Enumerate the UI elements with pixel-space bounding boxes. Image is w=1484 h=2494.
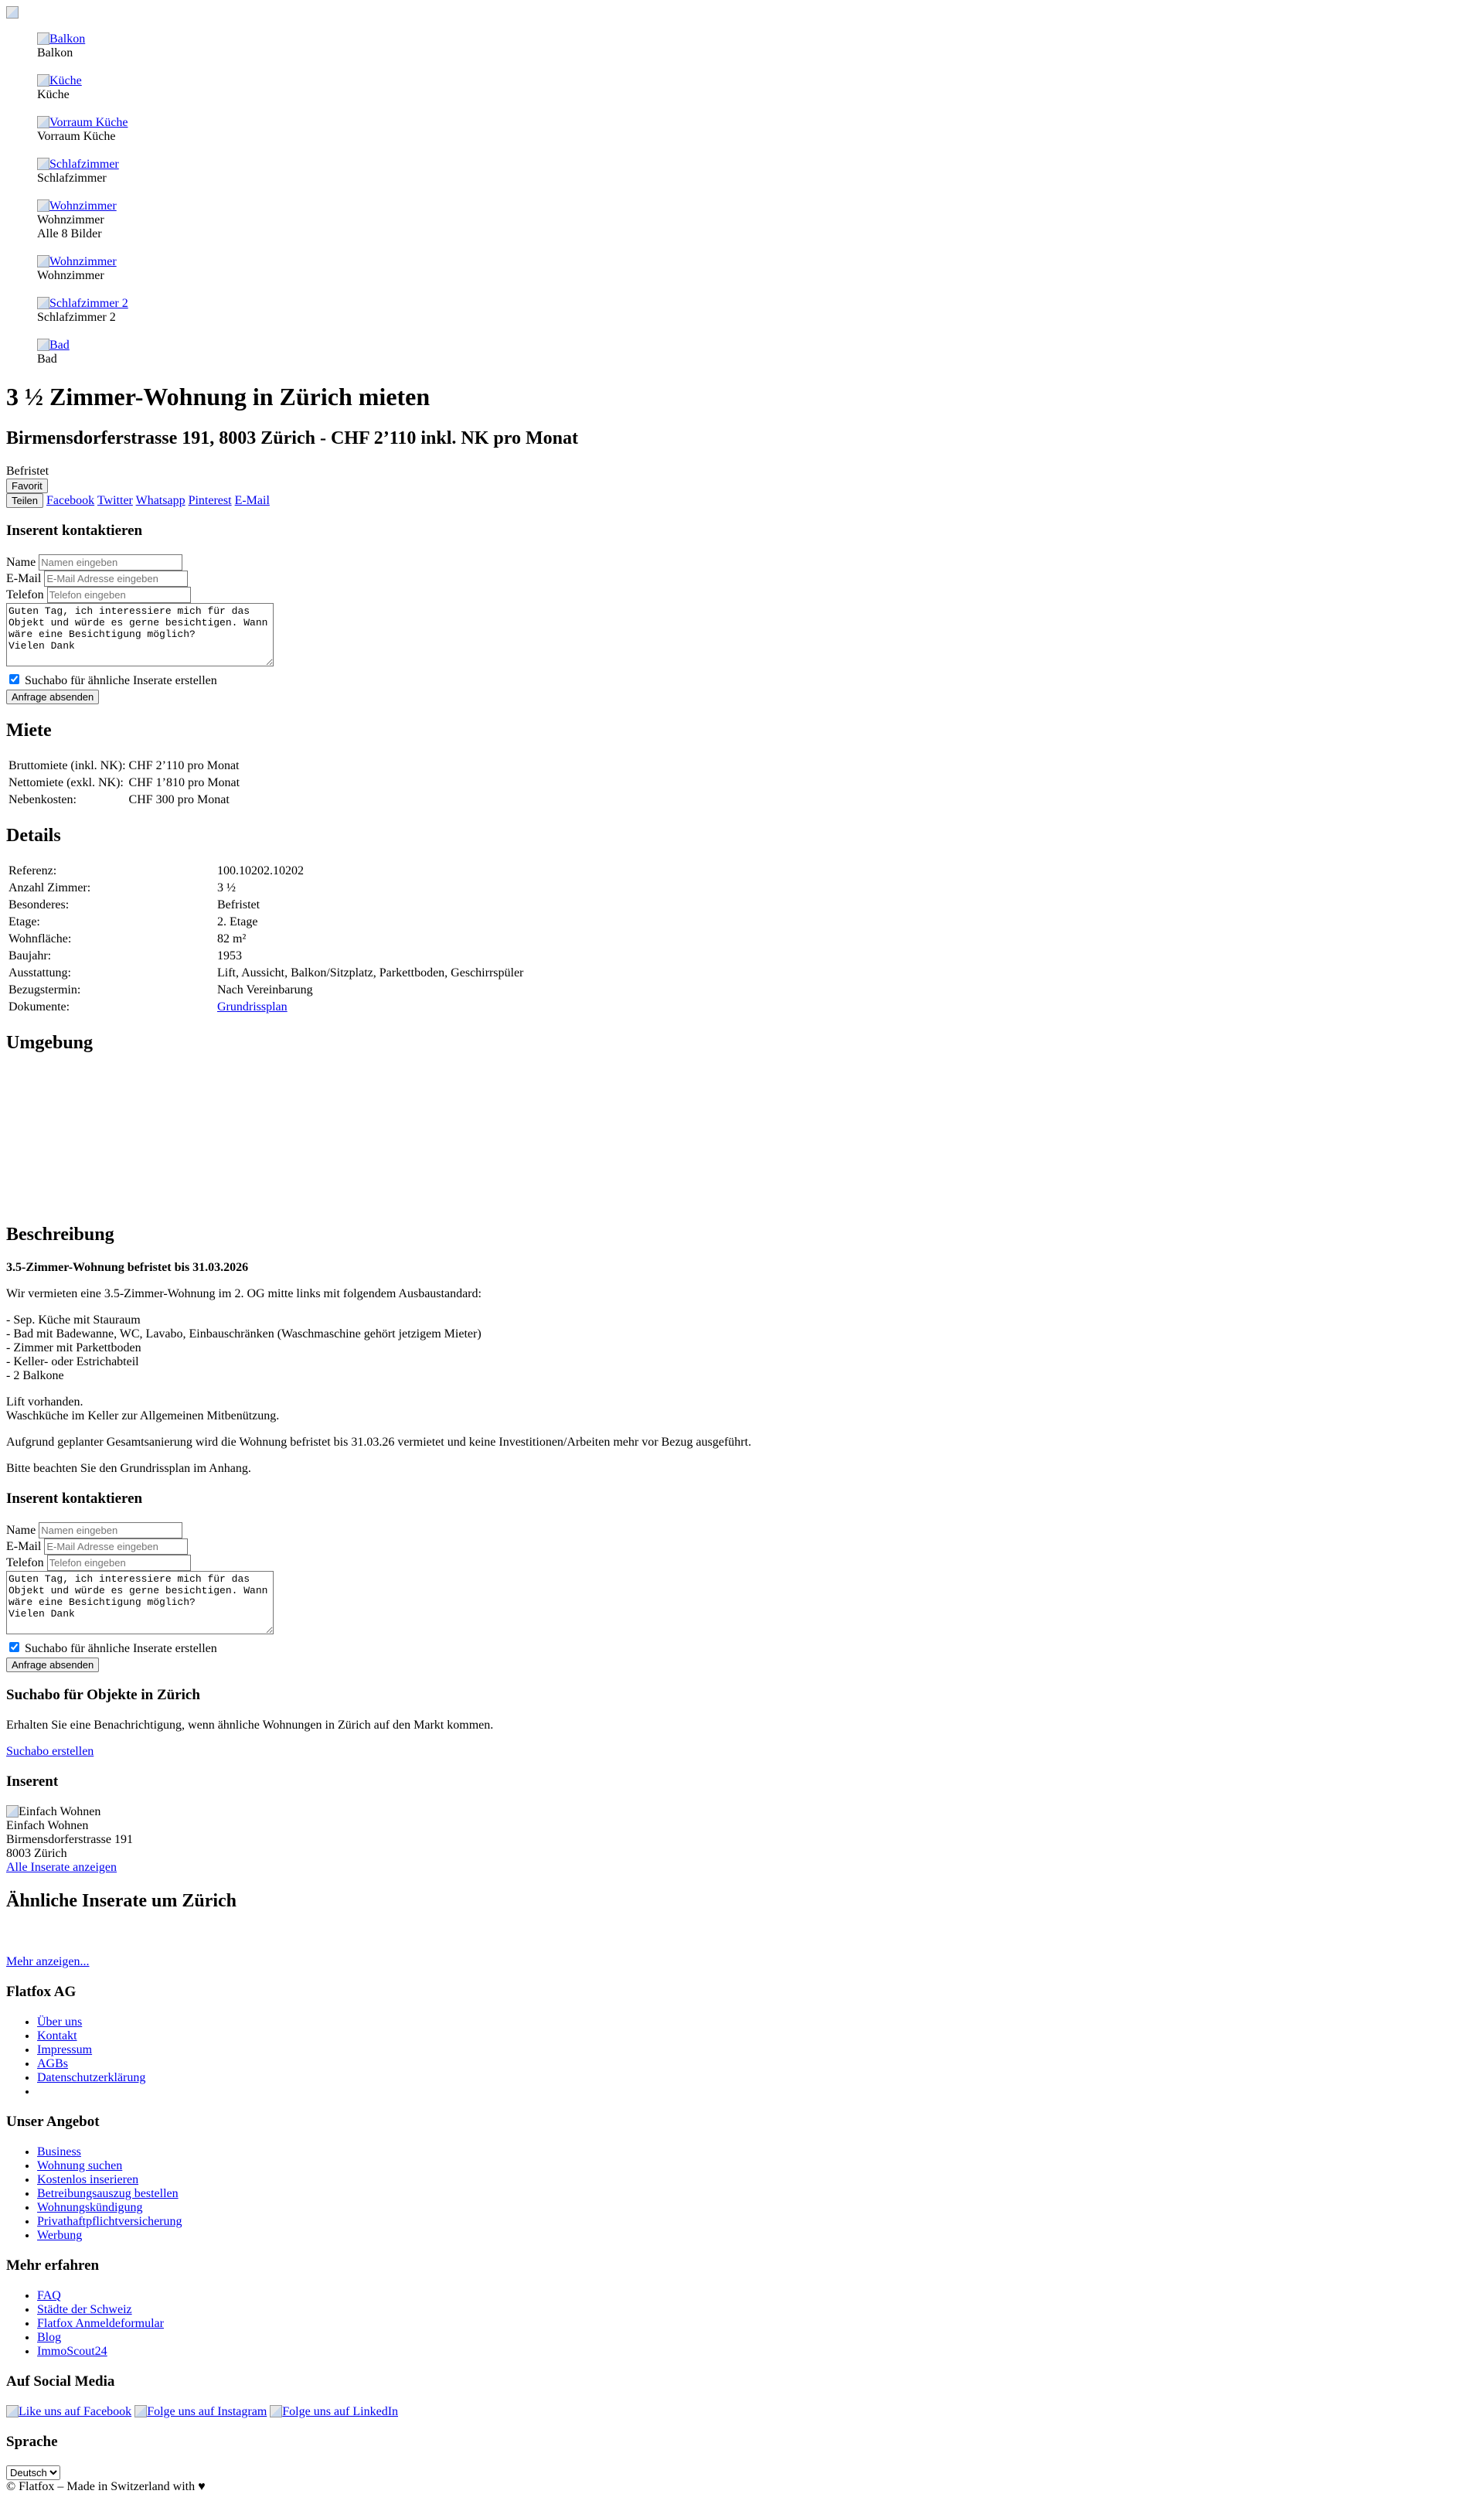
all-images-link[interactable]: Alle 8 Bilder <box>37 227 102 240</box>
footer-company-heading: Flatfox AG <box>6 1984 77 2000</box>
rent-heading: Miete <box>6 721 52 741</box>
email-label: E-Mail <box>6 572 42 585</box>
detail-key: Ausstattung: <box>9 966 71 980</box>
gallery-link-text: Wohnzimmer <box>49 255 117 268</box>
favorite-button[interactable]: Favorit <box>6 479 48 493</box>
gallery-link-text: Küche <box>49 74 82 87</box>
submit-inquiry-button[interactable]: Anfrage absenden <box>6 690 99 704</box>
gallery-item <box>37 158 1478 186</box>
name-label: Name <box>6 556 36 569</box>
footer-link-form[interactable]: Flatfox Anmeldeformular <box>37 2317 164 2330</box>
rent-table <box>6 757 242 809</box>
share-bar <box>6 493 1478 508</box>
image-placeholder-icon <box>37 158 49 170</box>
footer-link-about[interactable]: Über uns <box>37 2015 83 2029</box>
gallery-link-schlafzimmer[interactable] <box>37 158 119 171</box>
phone-field[interactable] <box>47 587 191 603</box>
footer-language-heading: Sprache <box>6 2434 58 2450</box>
advertiser-heading: Inserent <box>6 1773 59 1790</box>
table-row <box>8 949 524 964</box>
advertiser-logo <box>6 1805 19 1818</box>
detail-value: 82 m² <box>217 932 247 945</box>
share-whatsapp-link[interactable]: Whatsapp <box>135 494 186 507</box>
image-placeholder-icon <box>37 32 49 45</box>
footer-link-immoscout[interactable]: ImmoScout24 <box>37 2345 107 2358</box>
detail-key: Etage: <box>9 915 40 928</box>
table-row <box>8 758 240 774</box>
map-area[interactable] <box>6 1069 1478 1208</box>
suchabo-text: Erhalten Sie eine Benachrichtigung, wenn ähnliche Wohnungen in Zürich auf den Markt kommen. <box>6 1719 494 1732</box>
suchabo-checkbox[interactable] <box>9 1642 19 1652</box>
status-badge: Befristet <box>6 465 49 478</box>
linkedin-link[interactable] <box>270 2405 398 2418</box>
footer-link-free-listing[interactable]: Kostenlos inserieren <box>37 2173 139 2186</box>
similar-heading: Ähnliche Inserate um Zürich <box>6 1891 237 1911</box>
facebook-link[interactable] <box>6 2405 131 2418</box>
instagram-icon <box>134 2405 147 2417</box>
share-facebook-link[interactable]: Facebook <box>46 494 95 507</box>
feature-line: - Bad mit Badewanne, WC, Lavabo, Einbauschränken (Waschmaschine gehört jetzigem Mieter) <box>6 1327 482 1341</box>
details-table <box>6 862 526 1017</box>
footer-link-debt-extract[interactable]: Betreibungsauszug bestellen <box>37 2187 179 2200</box>
detail-value: Nach Vereinbarung <box>217 983 313 997</box>
name-label: Name <box>6 1524 36 1537</box>
contact-heading: Inserent kontaktieren <box>6 523 143 539</box>
gallery-link-text: Bad <box>49 339 70 352</box>
social-links <box>6 2405 1478 2419</box>
table-row <box>8 775 240 791</box>
rent-value: CHF 1’810 pro Monat <box>128 776 240 789</box>
feature-line: - Sep. Küche mit Stauraum <box>6 1313 141 1327</box>
description-heading: Beschreibung <box>6 1225 114 1245</box>
gallery-link-text: Schlafzimmer 2 <box>49 297 128 310</box>
footer-link-privacy[interactable]: Datenschutzerklärung <box>37 2071 146 2084</box>
detail-value: 2. Etage <box>217 915 258 928</box>
instagram-link[interactable] <box>134 2405 267 2418</box>
detail-value: 1953 <box>217 949 242 963</box>
show-more-link[interactable]: Mehr anzeigen... <box>6 1955 90 1968</box>
gallery-link-text: Schlafzimmer <box>49 158 119 171</box>
details-heading: Details <box>6 826 61 846</box>
email-field[interactable] <box>44 571 188 587</box>
phone-label: Telefon <box>6 588 44 601</box>
image-placeholder-icon <box>37 74 49 87</box>
gallery-link-vorraum-kueche[interactable] <box>37 116 128 129</box>
table-row <box>8 881 524 896</box>
footer-link-contact[interactable]: Kontakt <box>37 2029 77 2043</box>
footer-link-business[interactable]: Business <box>37 2145 81 2158</box>
image-gallery <box>6 32 1478 366</box>
detail-key: Besonderes: <box>9 898 70 911</box>
description-attachment-note: Bitte beachten Sie den Grundrissplan im Anhang. <box>6 1462 251 1475</box>
detail-key: Referenz: <box>9 864 57 877</box>
advertiser-card <box>6 1805 1478 1875</box>
gallery-item <box>37 255 1478 283</box>
advertiser-logo-alt: Einfach Wohnen <box>19 1805 101 1818</box>
linkedin-icon <box>270 2405 282 2417</box>
gallery-link-kueche[interactable] <box>37 74 82 87</box>
suchabo-checkbox-label: Suchabo für ähnliche Inserate erstellen <box>25 674 217 687</box>
share-pinterest-link[interactable]: Pinterest <box>188 494 232 507</box>
description-lead: 3.5-Zimmer-Wohnung befristet bis 31.03.2026 <box>6 1261 249 1274</box>
name-field[interactable] <box>39 554 182 571</box>
feature-line: - Zimmer mit Parkettboden <box>6 1341 141 1354</box>
detail-value: 100.10202.10202 <box>217 864 304 877</box>
contact-form-top <box>6 554 1478 704</box>
gallery-link-wohnzimmer[interactable] <box>37 199 117 213</box>
table-row <box>8 915 524 930</box>
suchabo-checkbox-label: Suchabo für ähnliche Inserate erstellen <box>25 1642 217 1655</box>
feature-line: - 2 Balkone <box>6 1369 64 1382</box>
detail-value: Befristet <box>217 898 260 911</box>
footer-offer-links <box>6 2145 1478 2243</box>
advertiser-name: Einfach Wohnen <box>6 1819 89 1832</box>
footer-link-termination[interactable]: Wohnungskündigung <box>37 2201 143 2214</box>
detail-value: 3 ½ <box>217 881 236 894</box>
gallery-caption: Wohnzimmer <box>37 269 104 282</box>
footer-learn-links <box>6 2289 1478 2359</box>
footer-link-insurance[interactable]: Privathaftpflichtversicherung <box>37 2215 182 2228</box>
suchabo-checkbox[interactable] <box>9 674 19 684</box>
table-row <box>8 983 524 998</box>
surroundings-heading: Umgebung <box>6 1033 94 1053</box>
detail-key: Bezugstermin: <box>9 983 81 997</box>
advertiser-city: 8003 Zürich <box>6 1847 67 1860</box>
table-row <box>8 1000 524 1015</box>
copyright: © Flatfox – Made in Switzerland with ♥ <box>6 2480 206 2493</box>
header-image <box>6 6 19 19</box>
footer-link-cities[interactable]: Städte der Schweiz <box>37 2303 132 2316</box>
gallery-caption: Balkon <box>37 46 73 60</box>
instagram-link-text: Folge uns auf Instagram <box>147 2405 267 2418</box>
image-placeholder-icon <box>37 199 49 212</box>
contact-heading-bottom: Inserent kontaktieren <box>6 1491 143 1507</box>
table-row <box>8 898 524 913</box>
gallery-link-wohnzimmer-2[interactable] <box>37 255 117 268</box>
gallery-link-text: Balkon <box>49 32 86 46</box>
rent-value: CHF 2’110 pro Monat <box>128 759 240 772</box>
table-row <box>8 932 524 947</box>
facebook-link-text: Like uns auf Facebook <box>19 2405 132 2418</box>
description-notice: Aufgrund geplanter Gesamtsanierung wird die Wohnung befristet bis 31.03.26 vermietet und keine Investitionen/Arbeiten mehr vor Bezug ausgeführt. <box>6 1436 751 1449</box>
message-field[interactable] <box>6 603 274 666</box>
floorplan-link[interactable]: Grundrissplan <box>217 1000 288 1014</box>
facebook-icon <box>6 2405 19 2417</box>
email-label: E-Mail <box>6 1540 42 1553</box>
amenity-line: Lift vorhanden. <box>6 1395 83 1409</box>
name-field[interactable] <box>39 1522 182 1538</box>
description-amenities <box>6 1395 1478 1423</box>
suchabo-heading: Suchabo für Objekte in Zürich <box>6 1687 200 1703</box>
rent-value: CHF 300 pro Monat <box>128 793 230 806</box>
phone-field[interactable] <box>47 1555 191 1571</box>
image-placeholder-icon <box>37 116 49 128</box>
detail-key: Anzahl Zimmer: <box>9 881 91 894</box>
gallery-item <box>37 116 1478 144</box>
linkedin-link-text: Folge uns auf LinkedIn <box>282 2405 399 2418</box>
advertiser-street: Birmensdorferstrasse 191 <box>6 1833 133 1846</box>
message-field[interactable] <box>6 1571 274 1634</box>
gallery-caption: Küche <box>37 88 70 101</box>
submit-inquiry-button[interactable]: Anfrage absenden <box>6 1658 99 1672</box>
detail-key: Wohnfläche: <box>9 932 72 945</box>
gallery-link-text: Vorraum Küche <box>49 116 128 129</box>
listing-subtitle: Birmensdorferstrasse 191, 8003 Zürich - CHF 2’110 inkl. NK pro Monat <box>6 428 578 448</box>
footer-link-advertising[interactable]: Werbung <box>37 2229 83 2242</box>
footer-social-heading: Auf Social Media <box>6 2373 115 2390</box>
description-intro: Wir vermieten eine 3.5-Zimmer-Wohnung im 2. OG mitte links mit folgendem Ausbaustandard: <box>6 1287 482 1300</box>
gallery-caption: Bad <box>37 353 57 366</box>
image-placeholder-icon <box>37 255 49 267</box>
phone-label: Telefon <box>6 1556 44 1569</box>
gallery-link-schlafzimmer-2[interactable] <box>37 297 128 310</box>
rent-key: Nettomiete (exkl. NK): <box>9 776 124 789</box>
detail-key: Dokumente: <box>9 1000 70 1014</box>
detail-value: Lift, Aussicht, Balkon/Sitzplatz, Parkettboden, Geschirrspüler <box>217 966 524 980</box>
detail-key: Baujahr: <box>9 949 52 963</box>
gallery-caption: Vorraum Küche <box>37 130 116 143</box>
gallery-item <box>37 74 1478 102</box>
gallery-caption: Wohnzimmer <box>37 213 104 227</box>
share-button[interactable]: Teilen <box>6 493 43 508</box>
gallery-item <box>37 339 1478 366</box>
footer-empty-item <box>37 2085 1478 2099</box>
gallery-item <box>37 297 1478 325</box>
rent-key: Bruttomiete (inkl. NK): <box>9 759 126 772</box>
footer-offer-heading: Unser Angebot <box>6 2114 100 2130</box>
similar-listings <box>6 1927 1478 1955</box>
gallery-caption: Schlafzimmer <box>37 172 107 185</box>
contact-form-bottom <box>6 1522 1478 1672</box>
gallery-item <box>37 199 1478 241</box>
gallery-link-balkon[interactable] <box>37 32 85 46</box>
footer-link-search-flat[interactable]: Wohnung suchen <box>37 2159 123 2172</box>
rent-key: Nebenkosten: <box>9 793 77 806</box>
footer-link-faq[interactable]: FAQ <box>37 2289 61 2302</box>
all-listings-link[interactable]: Alle Inserate anzeigen <box>6 1861 117 1874</box>
gallery-link-text: Wohnzimmer <box>49 199 117 213</box>
gallery-item <box>37 32 1478 60</box>
table-row <box>8 966 524 981</box>
amenity-line: Waschküche im Keller zur Allgemeinen Mitbenützung. <box>6 1409 280 1422</box>
footer-learn-heading: Mehr erfahren <box>6 2257 100 2274</box>
share-email-link[interactable]: E-Mail <box>234 494 270 507</box>
table-row <box>8 792 240 808</box>
description-features <box>6 1313 1478 1383</box>
footer-company-links <box>6 2015 1478 2099</box>
page-title: 3 ½ Zimmer-Wohnung in Zürich mieten <box>6 383 431 411</box>
gallery-caption: Schlafzimmer 2 <box>37 311 116 324</box>
feature-line: - Keller- oder Estrichabteil <box>6 1355 139 1368</box>
table-row <box>8 864 524 879</box>
footer-link-terms[interactable]: AGBs <box>37 2057 69 2070</box>
gallery-link-bad[interactable] <box>37 339 70 352</box>
email-field[interactable] <box>44 1538 188 1555</box>
share-twitter-link[interactable]: Twitter <box>97 494 133 507</box>
create-suchabo-link[interactable]: Suchabo erstellen <box>6 1745 94 1758</box>
image-placeholder-icon <box>37 339 49 351</box>
footer-link-blog[interactable]: Blog <box>37 2331 62 2344</box>
footer-link-imprint[interactable]: Impressum <box>37 2043 93 2056</box>
language-select[interactable] <box>6 2465 60 2480</box>
image-placeholder-icon <box>37 297 49 309</box>
